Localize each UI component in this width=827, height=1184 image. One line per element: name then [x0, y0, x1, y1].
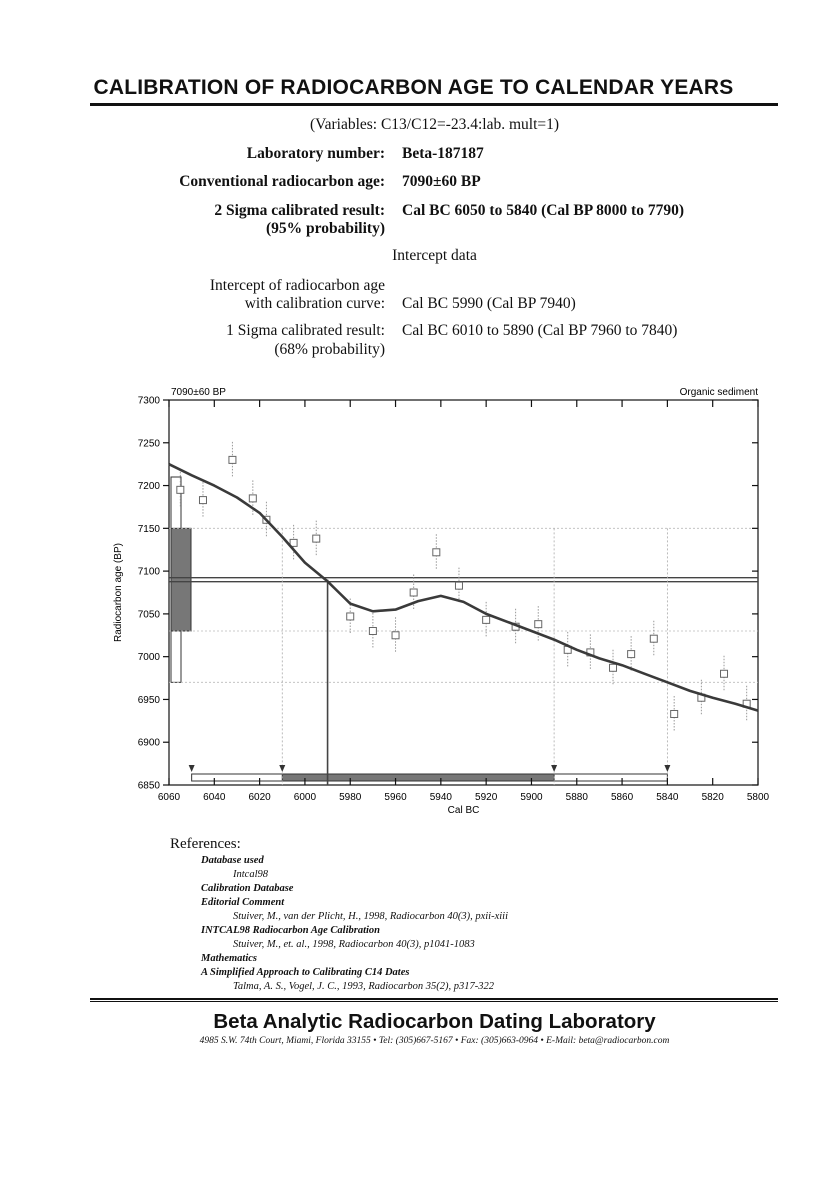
- intercept-label-line1: Intercept of radiocarbon age: [209, 277, 385, 294]
- y-tick-label: 6950: [137, 694, 160, 706]
- intercept-value: Cal BC 5990 (Cal BP 7940): [402, 295, 576, 312]
- data-point: [628, 651, 635, 658]
- sigma1-value: Cal BC 6010 to 5890 (Cal BP 7960 to 7840): [402, 322, 678, 339]
- sigma1-cal-bar: [282, 774, 554, 781]
- footer-rule-top: [90, 998, 778, 1000]
- data-point: [650, 635, 657, 642]
- x-tick-label: 6000: [293, 792, 317, 803]
- x-tick-label: 6020: [248, 792, 271, 803]
- data-point: [610, 664, 617, 671]
- x-tick-label: 6040: [203, 792, 226, 803]
- intercept-label-line2: with calibration curve:: [244, 295, 385, 312]
- data-point: [313, 535, 320, 542]
- conventional-age-label: Conventional radiocarbon age:: [179, 173, 385, 190]
- title-rule: [90, 103, 778, 106]
- ref-editorial-comment: Editorial Comment: [201, 897, 285, 908]
- ref-mathematics: Mathematics: [201, 953, 258, 964]
- y-tick-label: 7300: [137, 395, 160, 407]
- data-point: [410, 589, 417, 596]
- range-marker: [189, 765, 195, 772]
- y-tick-label: 7050: [137, 609, 160, 621]
- data-point: [229, 456, 236, 463]
- y-tick-label: 7250: [137, 438, 160, 450]
- data-point: [671, 710, 678, 717]
- calibration-curve: [169, 464, 758, 710]
- range-marker: [279, 765, 285, 772]
- lab-number-value: Beta-187187: [402, 145, 484, 162]
- data-point: [721, 670, 728, 677]
- ref-database-used: Database used: [201, 855, 264, 866]
- data-point: [177, 486, 184, 493]
- x-tick-label: 5940: [429, 792, 452, 803]
- conventional-age-value: 7090±60 BP: [402, 173, 481, 190]
- data-point: [199, 497, 206, 504]
- curve-layer: [169, 464, 758, 710]
- chart-title-right: Organic sediment: [679, 387, 758, 398]
- variables-line: (Variables: C13/C12=-23.4:lab. mult=1): [309, 116, 560, 133]
- data-point: [249, 495, 256, 502]
- data-point: [433, 549, 440, 556]
- intercept-heading: Intercept data: [392, 247, 477, 264]
- plot-frame: [169, 400, 758, 785]
- ref-calibration-database: Calibration Database: [201, 883, 294, 894]
- references-heading: References:: [170, 836, 241, 852]
- lab-address: 4985 S.W. 74th Court, Miami, Florida 33155 • Tel: (305)667-5167 • Fax: (305)663-0964 • E-Mail: beta@radiocarbon.com: [199, 1036, 670, 1046]
- ref-intcal98-title: INTCAL98 Radiocarbon Age Calibration: [201, 925, 381, 936]
- x-tick-label: 5920: [475, 792, 498, 803]
- points-layer: [177, 442, 750, 732]
- chart-title-left: 7090±60 BP: [171, 387, 226, 398]
- data-point: [483, 616, 490, 623]
- x-tick-label: 5880: [565, 792, 588, 803]
- data-point: [455, 582, 462, 589]
- markers-layer: [189, 765, 671, 772]
- y-axis-label: Radiocarbon age (BP): [113, 543, 124, 642]
- x-tick-label: 5960: [384, 792, 407, 803]
- x-tick-label: 5980: [339, 792, 362, 803]
- data-point: [392, 632, 399, 639]
- y-tick-label: 7100: [137, 566, 160, 578]
- ref-intcal98: Intcal98: [233, 869, 268, 880]
- x-tick-label: 5840: [656, 792, 679, 803]
- sigma2-value: Cal BC 6050 to 5840 (Cal BP 8000 to 7790): [402, 202, 685, 219]
- sigma1-label: 1 Sigma calibrated result:: [226, 322, 385, 339]
- page-title: CALIBRATION OF RADIOCARBON AGE TO CALENDAR YEARS: [93, 76, 734, 99]
- x-axis-label: Cal BC: [447, 805, 480, 816]
- x-tick-label: 5820: [701, 792, 724, 803]
- calibration-chart: [0, 375, 827, 835]
- data-point: [369, 628, 376, 635]
- sigma1-age-bar: [171, 528, 191, 631]
- range-marker: [664, 765, 670, 772]
- data-point: [535, 621, 542, 628]
- range-marker: [551, 765, 557, 772]
- ref-talma-1993: Talma, A. S., Vogel, J. C., 1993, Radiocarbon 35(2), p317-322: [233, 981, 495, 992]
- sigma2-probability: (95% probability): [266, 220, 385, 237]
- sigma1-probability: (68% probability): [274, 341, 385, 358]
- y-tick-label: 7150: [137, 523, 160, 535]
- gridlines-layer: [169, 528, 758, 785]
- x-tick-label: 5900: [520, 792, 543, 803]
- x-tick-label: 5800: [746, 792, 770, 803]
- x-tick-label: 6060: [157, 792, 181, 803]
- data-point: [347, 613, 354, 620]
- y-tick-label: 6900: [137, 737, 160, 749]
- y-tick-label: 7000: [137, 652, 160, 664]
- ref-stuiver-1998a: Stuiver, M., van der Plicht, H., 1998, Radiocarbon 40(3), pxii-xiii: [233, 911, 508, 922]
- y-tick-label: 7200: [137, 481, 160, 493]
- sigma2-label: 2 Sigma calibrated result:: [214, 202, 385, 219]
- footer-rule-bottom: [90, 1001, 778, 1002]
- x-tick-label: 5860: [610, 792, 634, 803]
- lab-number-label: Laboratory number:: [246, 145, 385, 162]
- bands-layer: [171, 477, 667, 781]
- ref-simplified-approach: A Simplified Approach to Calibrating C14 Dates: [201, 967, 410, 978]
- lab-name: Beta Analytic Radiocarbon Dating Laboratory: [213, 1010, 656, 1033]
- ref-stuiver-1998b: Stuiver, M., et. al., 1998, Radiocarbon 40(3), p1041-1083: [233, 939, 475, 950]
- y-tick-label: 6850: [137, 780, 160, 792]
